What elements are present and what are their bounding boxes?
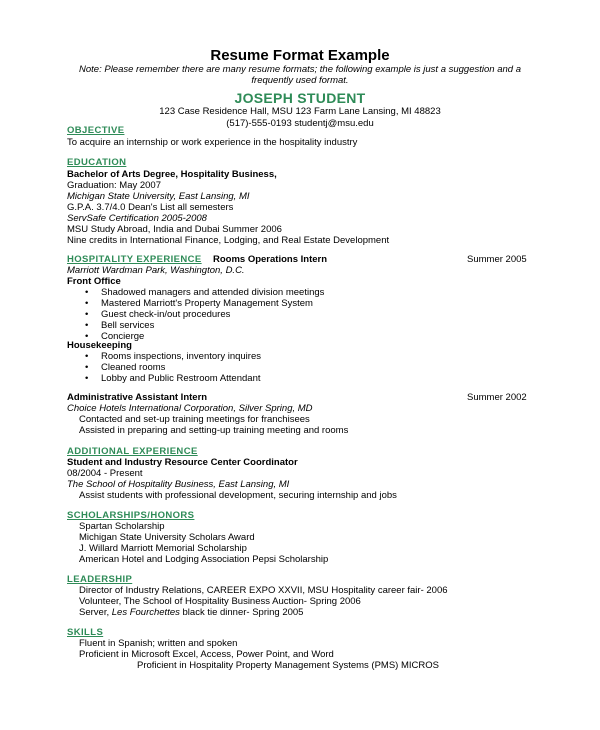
- front-office-label: Front Office: [67, 276, 121, 287]
- list-item: Michigan State University Scholars Award: [79, 532, 255, 543]
- line3-pre: Server,: [79, 607, 112, 618]
- list-item: • Mastered Marriott's Property Management System: [101, 298, 313, 309]
- leadership-line: Volunteer, The School of Hospitality Business Auction- Spring 2006: [79, 596, 361, 607]
- job1-date: Summer 2005: [467, 254, 527, 265]
- candidate-name: JOSEPH STUDENT: [234, 90, 366, 106]
- list-item: • Bell services: [101, 320, 154, 331]
- job2-title: Administrative Assistant Intern: [67, 392, 208, 403]
- objective-heading: OBJECTIVE: [67, 125, 125, 136]
- additional-line: Assist students with professional development, securing internship and jobs: [79, 490, 397, 501]
- graduation: Graduation: May 2007: [67, 180, 162, 191]
- skills-line: Proficient in Microsoft Excel, Access, Power Point, and Word: [79, 649, 334, 660]
- education-heading: EDUCATION: [67, 157, 127, 168]
- list-item: • Shadowed managers and attended division meetings: [101, 287, 324, 298]
- format-note: Note: Please remember there are many resume formats; the following example is just a suggestion and a frequently used format.: [79, 64, 521, 86]
- additional-dates: 08/2004 - Present: [67, 468, 143, 479]
- objective-text: To acquire an internship or work experience in the hospitality industry: [67, 137, 358, 148]
- job1-title: Rooms Operations Intern: [213, 254, 328, 265]
- leadership-line: [79, 607, 303, 618]
- additional-heading: ADDITIONAL EXPERIENCE: [67, 446, 198, 457]
- job2-line: Assisted in preparing and setting-up training meeting and rooms: [79, 425, 349, 436]
- address: 123 Case Residence Hall, MSU 123 Farm Lane Lansing, MI 48823: [159, 106, 441, 117]
- gpa: G.P.A. 3.7/4.0 Dean's List all semesters: [67, 202, 234, 213]
- document-title: Resume Format Example: [210, 47, 390, 64]
- credits: Nine credits in International Finance, Lodging, and Real Estate Development: [67, 235, 390, 246]
- degree: Bachelor of Arts Degree, Hospitality Business,: [67, 169, 277, 180]
- scholarships-heading: SCHOLARSHIPS/HONORS: [67, 510, 195, 521]
- study-abroad: MSU Study Abroad, India and Dubai Summer 2006: [67, 224, 282, 235]
- servsafe-cert: ServSafe Certification 2005-2008: [67, 213, 207, 224]
- job2-line: Contacted and set-up training meetings for franchisees: [79, 414, 310, 425]
- line3-post: black tie dinner- Spring 2005: [179, 607, 304, 618]
- list-item: Spartan Scholarship: [79, 521, 165, 532]
- job2-date: Summer 2002: [467, 392, 527, 403]
- job2-employer: Choice Hotels International Corporation, Silver Spring, MD: [67, 403, 313, 414]
- phone-email: (517)-555-0193 studentj@msu.edu: [226, 118, 374, 129]
- list-item: • Cleaned rooms: [101, 362, 165, 373]
- housekeeping-label: Housekeeping: [67, 340, 132, 351]
- line3-italic: Les Fourchettes: [111, 607, 180, 618]
- list-item: American Hotel and Lodging Association Pepsi Scholarship: [79, 554, 329, 565]
- hospitality-heading: HOSPITALITY EXPERIENCE: [67, 254, 202, 265]
- skills-heading: SKILLS: [67, 627, 104, 638]
- list-item: • Guest check-in/out procedures: [101, 309, 230, 320]
- skills-line: Proficient in Hospitality Property Management Systems (PMS) MICROS: [137, 660, 439, 671]
- list-item: • Concierge: [101, 331, 144, 342]
- list-item: J. Willard Marriott Memorial Scholarship: [79, 543, 247, 554]
- leadership-heading: LEADERSHIP: [67, 574, 133, 585]
- additional-title: Student and Industry Resource Center Coordinator: [67, 457, 298, 468]
- list-item: • Rooms inspections, inventory inquires: [101, 351, 261, 362]
- additional-employer: The School of Hospitality Business, East Lansing, MI: [67, 479, 290, 490]
- school: Michigan State University, East Lansing, MI: [67, 191, 250, 202]
- job1-employer: Marriott Wardman Park, Washington, D.C.: [67, 265, 245, 276]
- list-item: • Lobby and Public Restroom Attendant: [101, 373, 261, 384]
- leadership-line: Director of Industry Relations, CAREER EXPO XXVII, MSU Hospitality career fair- 2006: [79, 585, 448, 596]
- skills-line: Fluent in Spanish; written and spoken: [79, 638, 238, 649]
